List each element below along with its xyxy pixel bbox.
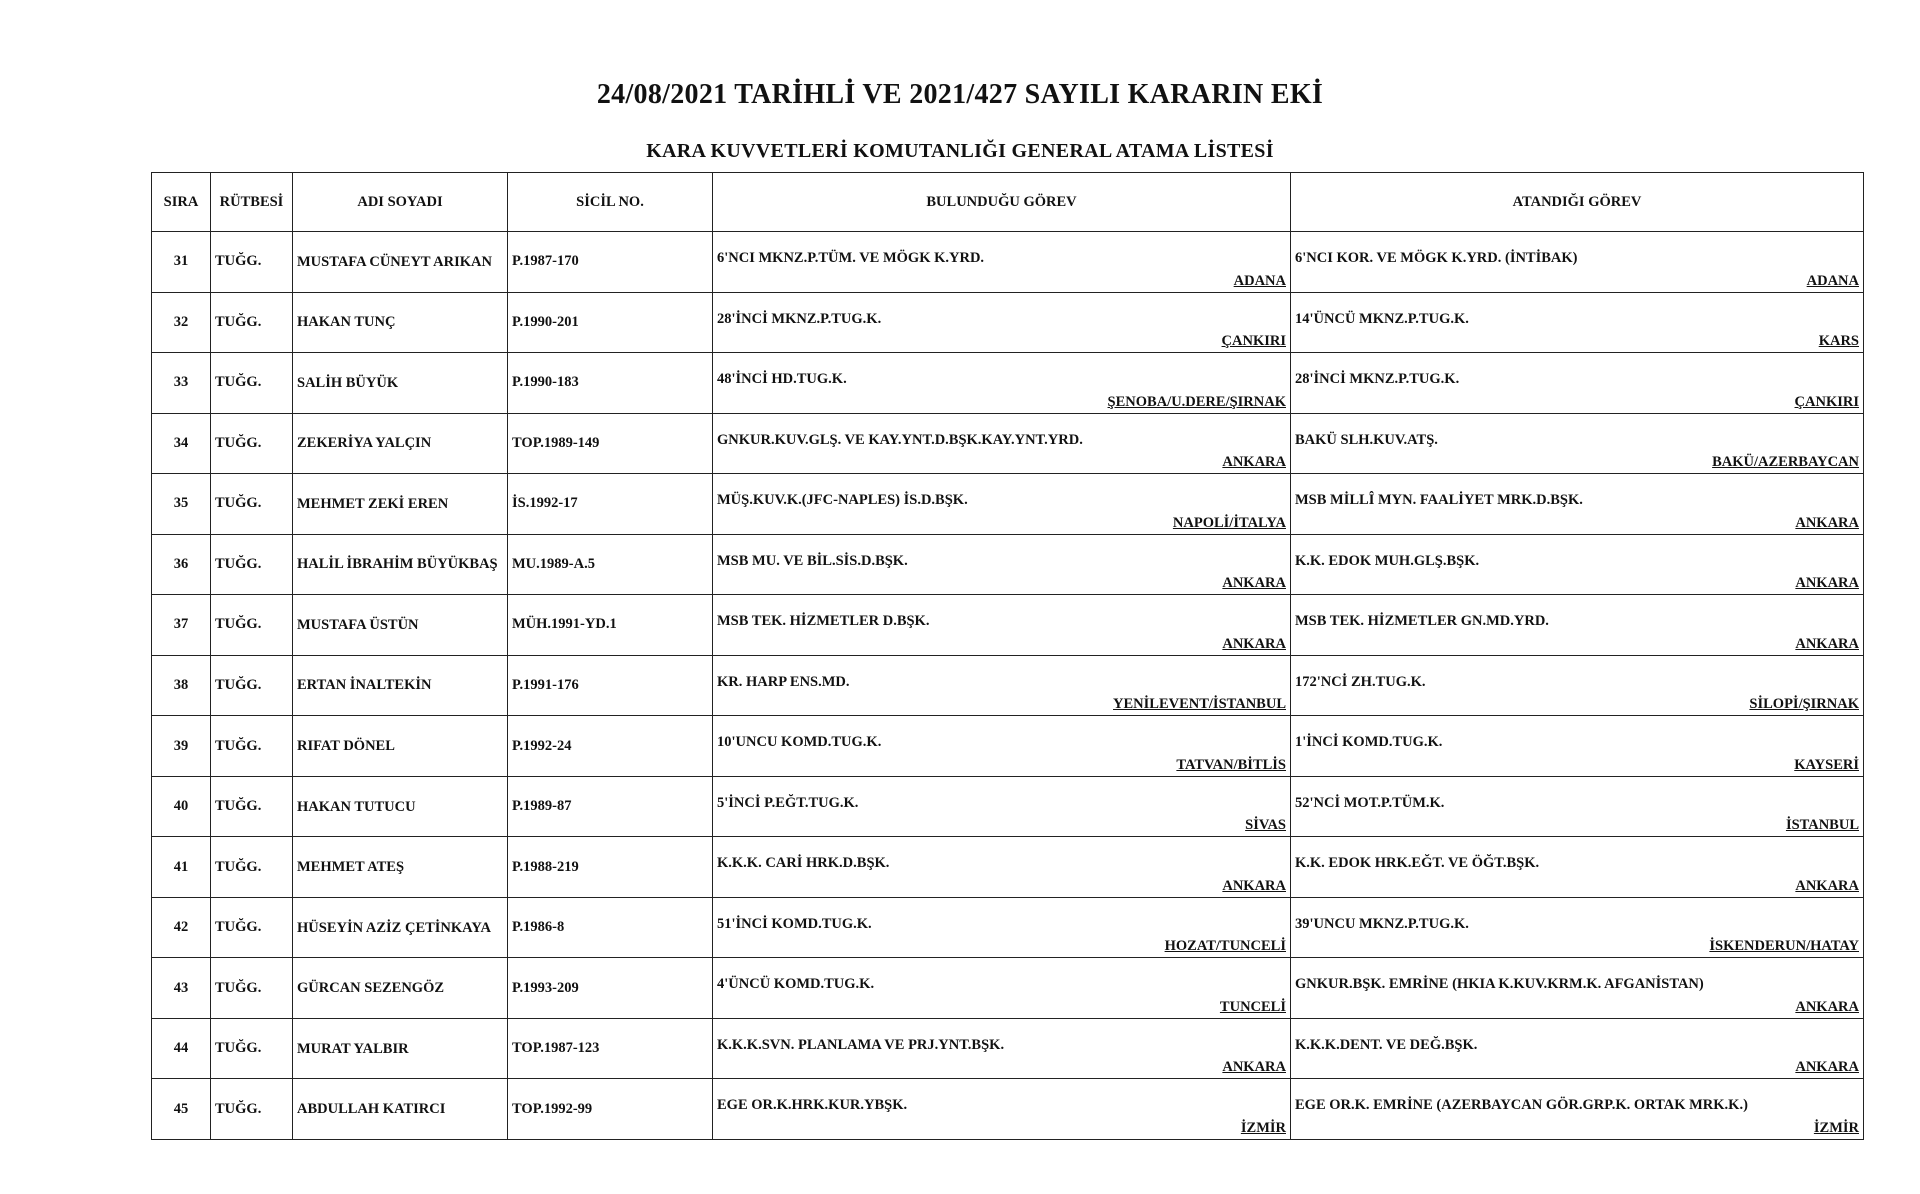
row-current-duty: [713, 474, 1291, 535]
assigned-duty-location: SİLOPİ/ŞIRNAK: [1749, 696, 1859, 713]
row-rank: TUĞG.: [211, 837, 293, 898]
row-sicil: MÜH.1991-YD.1: [508, 595, 713, 656]
assigned-duty-location: İSKENDERUN/HATAY: [1709, 938, 1859, 955]
current-duty-location: ANKARA: [1222, 877, 1286, 894]
current-duty-text: 5'İNCİ P.EĞT.TUG.K.: [717, 794, 859, 811]
assigned-duty-location: İSTANBUL: [1785, 817, 1859, 834]
row-assigned-duty: [1291, 1079, 1864, 1140]
table-row: [152, 958, 1864, 1019]
current-duty-text: 48'İNCİ HD.TUG.K.: [717, 371, 847, 388]
assigned-duty-text: 52'NCİ MOT.P.TÜM.K.: [1295, 794, 1445, 811]
row-sicil: P.1987-170: [508, 232, 713, 293]
document-subtitle: KARA KUVVETLERİ KOMUTANLIĞI GENERAL ATAMA LİSTESİ: [646, 140, 1274, 162]
assigned-duty-text: 14'ÜNCÜ MKNZ.P.TUG.K.: [1295, 310, 1469, 327]
row-name: ABDULLAH KATIRCI: [293, 1079, 508, 1140]
table-row: [152, 1079, 1864, 1140]
table-row: [152, 595, 1864, 656]
row-current-duty: [713, 1079, 1291, 1140]
row-sicil: P.1992-24: [508, 716, 713, 777]
row-name: MEHMET ZEKİ EREN: [293, 474, 508, 535]
row-rank: TUĞG.: [211, 897, 293, 958]
row-sira: 32: [152, 292, 211, 353]
row-current-duty: [713, 837, 1291, 898]
row-sicil: TOP.1992-99: [508, 1079, 713, 1140]
assigned-duty-location: ANKARA: [1795, 1059, 1859, 1076]
table-row: [152, 474, 1864, 535]
assigned-duty-text: K.K. EDOK HRK.EĞT. VE ÖĞT.BŞK.: [1295, 855, 1540, 872]
row-sira: 40: [152, 776, 211, 837]
current-duty-location: TUNCELİ: [1219, 998, 1286, 1015]
current-duty-location: NAPOLİ/İTALYA: [1172, 514, 1286, 531]
row-rank: TUĞG.: [211, 353, 293, 414]
row-assigned-duty: [1291, 958, 1864, 1019]
row-name: HÜSEYİN AZİZ ÇETİNKAYA: [293, 897, 508, 958]
row-sira: 35: [152, 474, 211, 535]
row-name: MUSTAFA ÜSTÜN: [293, 595, 508, 656]
row-current-duty: [713, 595, 1291, 656]
current-duty-text: K.K.K. CARİ HRK.D.BŞK.: [717, 855, 890, 872]
row-sicil: P.1990-183: [508, 353, 713, 414]
column-header-sira: SIRA: [152, 173, 211, 232]
assigned-duty-location: KAYSERİ: [1794, 756, 1859, 773]
assigned-duty-location: ANKARA: [1795, 514, 1859, 531]
current-duty-text: 51'İNCİ KOMD.TUG.K.: [717, 915, 872, 932]
row-sira: 34: [152, 413, 211, 474]
row-sicil: P.1989-87: [508, 776, 713, 837]
row-rank: TUĞG.: [211, 1079, 293, 1140]
row-assigned-duty: [1291, 655, 1864, 716]
row-sira: 37: [152, 595, 211, 656]
row-current-duty: [713, 716, 1291, 777]
row-assigned-duty: [1291, 716, 1864, 777]
current-duty-text: 10'UNCU KOMD.TUG.K.: [717, 734, 882, 751]
current-duty-text: 28'İNCİ MKNZ.P.TUG.K.: [717, 310, 882, 327]
table-row: [152, 897, 1864, 958]
row-current-duty: [713, 776, 1291, 837]
assigned-duty-text: 39'UNCU MKNZ.P.TUG.K.: [1295, 915, 1469, 932]
row-sira: 41: [152, 837, 211, 898]
column-header-sicil: SİCİL NO.: [508, 173, 713, 232]
assigned-duty-text: 6'NCI KOR. VE MÖGK K.YRD. (İNTİBAK): [1295, 250, 1578, 266]
table-row: [152, 353, 1864, 414]
assigned-duty-location: ÇANKIRI: [1794, 393, 1859, 410]
current-duty-text: 4'ÜNCÜ KOMD.TUG.K.: [717, 976, 875, 993]
table-row: [152, 837, 1864, 898]
assigned-duty-text: EGE OR.K. EMRİNE (AZERBAYCAN GÖR.GRP.K. ORTAK MRK.K.): [1295, 1097, 1748, 1114]
assignment-table: [151, 172, 1864, 1140]
row-sicil: P.1988-219: [508, 837, 713, 898]
row-current-duty: [713, 232, 1291, 293]
row-current-duty: [713, 534, 1291, 595]
row-current-duty: [713, 958, 1291, 1019]
row-current-duty: [713, 292, 1291, 353]
row-assigned-duty: [1291, 232, 1864, 293]
row-sira: 36: [152, 534, 211, 595]
current-duty-text: MSB TEK. HİZMETLER D.BŞK.: [717, 613, 930, 630]
assigned-duty-location: ANKARA: [1795, 575, 1859, 592]
current-duty-location: ANKARA: [1222, 454, 1286, 471]
row-name: HAKAN TUNÇ: [293, 292, 508, 353]
assigned-duty-location: ADANA: [1806, 272, 1859, 289]
assigned-duty-location: İZMİR: [1813, 1120, 1859, 1136]
row-sicil: P.1991-176: [508, 655, 713, 716]
current-duty-location: SİVAS: [1245, 817, 1286, 834]
assigned-duty-location: ANKARA: [1795, 635, 1859, 652]
assigned-duty-text: 1'İNCİ KOMD.TUG.K.: [1295, 734, 1443, 751]
row-name: HALİL İBRAHİM BÜYÜKBAŞ: [293, 534, 508, 595]
row-assigned-duty: [1291, 595, 1864, 656]
table-row: [152, 413, 1864, 474]
current-duty-location: ANKARA: [1222, 635, 1286, 652]
assigned-duty-location: BAKÜ/AZERBAYCAN: [1712, 454, 1859, 471]
row-rank: TUĞG.: [211, 474, 293, 535]
row-assigned-duty: [1291, 353, 1864, 414]
table-row: [152, 716, 1864, 777]
assigned-duty-location: ANKARA: [1795, 998, 1859, 1015]
table-row: [152, 232, 1864, 293]
row-sira: 44: [152, 1018, 211, 1079]
current-duty-text: 6'NCI MKNZ.P.TÜM. VE MÖGK K.YRD.: [717, 250, 985, 266]
row-assigned-duty: [1291, 534, 1864, 595]
row-assigned-duty: [1291, 292, 1864, 353]
row-name: ZEKERİYA YALÇIN: [293, 413, 508, 474]
row-sicil: TOP.1987-123: [508, 1018, 713, 1079]
row-sira: 45: [152, 1079, 211, 1140]
row-assigned-duty: [1291, 413, 1864, 474]
row-assigned-duty: [1291, 837, 1864, 898]
table-row: [152, 655, 1864, 716]
row-sicil: İS.1992-17: [508, 474, 713, 535]
column-header-current-duty: BULUNDUĞU GÖREV: [713, 173, 1291, 232]
row-assigned-duty: [1291, 897, 1864, 958]
table-row: [152, 534, 1864, 595]
table-row: [152, 1018, 1864, 1079]
row-name: SALİH BÜYÜK: [293, 353, 508, 414]
assigned-duty-text: K.K. EDOK MUH.GLŞ.BŞK.: [1295, 552, 1480, 569]
row-current-duty: [713, 1018, 1291, 1079]
current-duty-text: MSB MU. VE BİL.SİS.D.BŞK.: [717, 552, 908, 569]
row-sira: 33: [152, 353, 211, 414]
assigned-duty-text: K.K.K.DENT. VE DEĞ.BŞK.: [1295, 1036, 1478, 1053]
row-rank: TUĞG.: [211, 958, 293, 1019]
row-name: MEHMET ATEŞ: [293, 837, 508, 898]
table-body: [152, 232, 1864, 1140]
current-duty-location: ANKARA: [1222, 575, 1286, 592]
column-header-assigned-duty: ATANDIĞI GÖREV: [1291, 173, 1864, 232]
assigned-duty-location: ANKARA: [1795, 877, 1859, 894]
current-duty-location: HOZAT/TUNCELİ: [1164, 938, 1286, 955]
current-duty-location: ŞENOBA/U.DERE/ŞIRNAK: [1107, 393, 1286, 410]
assigned-duty-location: KARS: [1818, 333, 1859, 350]
row-rank: TUĞG.: [211, 595, 293, 656]
row-rank: TUĞG.: [211, 655, 293, 716]
row-current-duty: [713, 897, 1291, 958]
row-name: ERTAN İNALTEKİN: [293, 655, 508, 716]
current-duty-location: TATVAN/BİTLİS: [1176, 756, 1286, 773]
current-duty-location: ÇANKIRI: [1221, 333, 1286, 350]
table-header-row: [152, 173, 1864, 232]
row-sicil: MU.1989-A.5: [508, 534, 713, 595]
row-rank: TUĞG.: [211, 292, 293, 353]
assigned-duty-text: 28'İNCİ MKNZ.P.TUG.K.: [1295, 371, 1460, 388]
column-header-rank: RÜTBESİ: [211, 173, 293, 232]
assigned-duty-text: BAKÜ SLH.KUV.ATŞ.: [1295, 431, 1438, 448]
assigned-duty-text: GNKUR.BŞK. EMRİNE (HKIA K.KUV.KRM.K. AFGANİSTAN): [1295, 976, 1704, 993]
current-duty-text: MÜŞ.KUV.K.(JFC-NAPLES) İS.D.BŞK.: [717, 492, 968, 509]
row-sicil: P.1993-209: [508, 958, 713, 1019]
row-sicil: TOP.1989-149: [508, 413, 713, 474]
current-duty-location: ADANA: [1233, 272, 1286, 289]
row-current-duty: [713, 655, 1291, 716]
assigned-duty-text: 172'NCİ ZH.TUG.K.: [1295, 673, 1426, 690]
row-assigned-duty: [1291, 776, 1864, 837]
assigned-duty-text: MSB MİLLÎ MYN. FAALİYET MRK.D.BŞK.: [1295, 492, 1583, 509]
row-assigned-duty: [1291, 1018, 1864, 1079]
row-sira: 31: [152, 232, 211, 293]
row-rank: TUĞG.: [211, 1018, 293, 1079]
row-assigned-duty: [1291, 474, 1864, 535]
current-duty-text: KR. HARP ENS.MD.: [717, 673, 850, 690]
document-title: 24/08/2021 TARİHLİ VE 2021/427 SAYILI KARARIN EKİ: [596, 79, 1324, 110]
row-name: GÜRCAN SEZENGÖZ: [293, 958, 508, 1019]
row-rank: TUĞG.: [211, 716, 293, 777]
row-name: RIFAT DÖNEL: [293, 716, 508, 777]
current-duty-text: K.K.K.SVN. PLANLAMA VE PRJ.YNT.BŞK.: [717, 1036, 1005, 1053]
row-current-duty: [713, 413, 1291, 474]
row-name: HAKAN TUTUCU: [293, 776, 508, 837]
row-name: MURAT YALBIR: [293, 1018, 508, 1079]
row-sira: 38: [152, 655, 211, 716]
current-duty-text: EGE OR.K.HRK.KUR.YBŞK.: [717, 1097, 908, 1114]
row-sicil: P.1986-8: [508, 897, 713, 958]
assigned-duty-text: MSB TEK. HİZMETLER GN.MD.YRD.: [1295, 613, 1549, 630]
row-rank: TUĞG.: [211, 232, 293, 293]
current-duty-location: ANKARA: [1222, 1059, 1286, 1076]
table-row: [152, 776, 1864, 837]
row-rank: TUĞG.: [211, 534, 293, 595]
row-sira: 39: [152, 716, 211, 777]
table-row: [152, 292, 1864, 353]
row-sicil: P.1990-201: [508, 292, 713, 353]
row-current-duty: [713, 353, 1291, 414]
current-duty-location: İZMİR: [1240, 1120, 1286, 1136]
row-sira: 43: [152, 958, 211, 1019]
row-name: MUSTAFA CÜNEYT ARIKAN: [293, 232, 508, 293]
row-rank: TUĞG.: [211, 776, 293, 837]
row-sira: 42: [152, 897, 211, 958]
current-duty-location: YENİLEVENT/İSTANBUL: [1113, 696, 1286, 713]
row-rank: TUĞG.: [211, 413, 293, 474]
column-header-name: ADI SOYADI: [293, 173, 508, 232]
current-duty-text: GNKUR.KUV.GLŞ. VE KAY.YNT.D.BŞK.KAY.YNT.YRD.: [717, 431, 1083, 448]
